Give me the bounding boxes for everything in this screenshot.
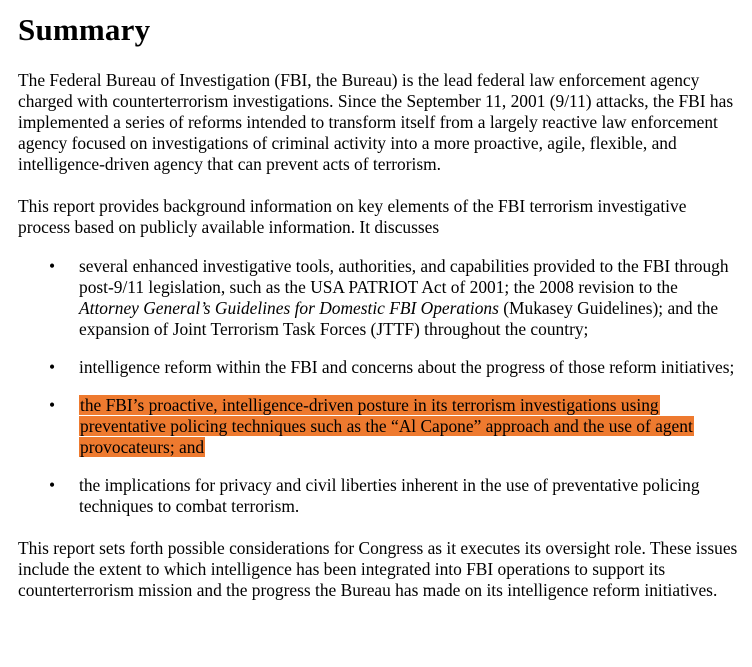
guidelines-title: Attorney General’s Guidelines for Domestic FBI Operations	[79, 298, 499, 318]
bullet-marker: •	[49, 256, 56, 276]
bullet-marker: •	[49, 357, 56, 377]
bullet-text-part: (Mukasey Guidelines); and the expansion of Joint Terrorism Task Forces (JTTF) throughout the country;	[79, 298, 719, 339]
scope-paragraph: This report provides background information on key elements of the FBI terrorism investigative process based on publicly available information. It discusses	[18, 196, 687, 237]
closing-paragraph: This report sets forth possible considerations for Congress as it executes its oversight role. These issues include the extent to which intelligence has been integrated into FBI operations to support its counterterrorism mission and the progress the Bureau has made on its intelligence reform initiatives.	[18, 538, 738, 600]
bullet-item-investigative-tools	[18, 256, 738, 340]
bullet-item-intelligence-reform	[18, 357, 738, 378]
section-heading: Summary	[18, 12, 151, 47]
bullet-text	[79, 256, 729, 339]
bullet-text-part: several enhanced investigative tools, authorities, and capabilities provided to the FBI through post-9/11 legislation, such as the USA PATRIOT Act of 2001; the 2008 revision to the	[79, 256, 729, 297]
bullet-list	[18, 256, 738, 517]
bullet-marker: •	[49, 475, 56, 495]
bullet-marker: •	[49, 395, 56, 415]
bullet-item-privacy-implications	[18, 475, 738, 517]
bullet-text: the implications for privacy and civil liberties inherent in the use of preventative policing techniques to combat terrorism.	[79, 475, 700, 516]
intro-paragraph: The Federal Bureau of Investigation (FBI, the Bureau) is the lead federal law enforcement agency charged with counterterrorism investigations. Since the September 11, 2001 (9/11) attacks, the FBI has implemented a series of reforms intended to transform itself from a largely reactive law enforcement agency focused on investigations of criminal activity into a more proactive, agile, flexible, and intelligence-driven agency that can prevent acts of terrorism.	[18, 70, 734, 174]
highlighted-bullet-text[interactable]: the FBI’s proactive, intelligence-driven posture in its terrorism investigations using preventative policing techniques such as the “Al Capone” approach and the use of agent provocateurs; and	[80, 395, 693, 457]
bullet-item-proactive-posture	[18, 395, 738, 458]
bullet-text: intelligence reform within the FBI and concerns about the progress of those reform initiatives;	[79, 357, 735, 377]
document-page	[18, 12, 738, 601]
